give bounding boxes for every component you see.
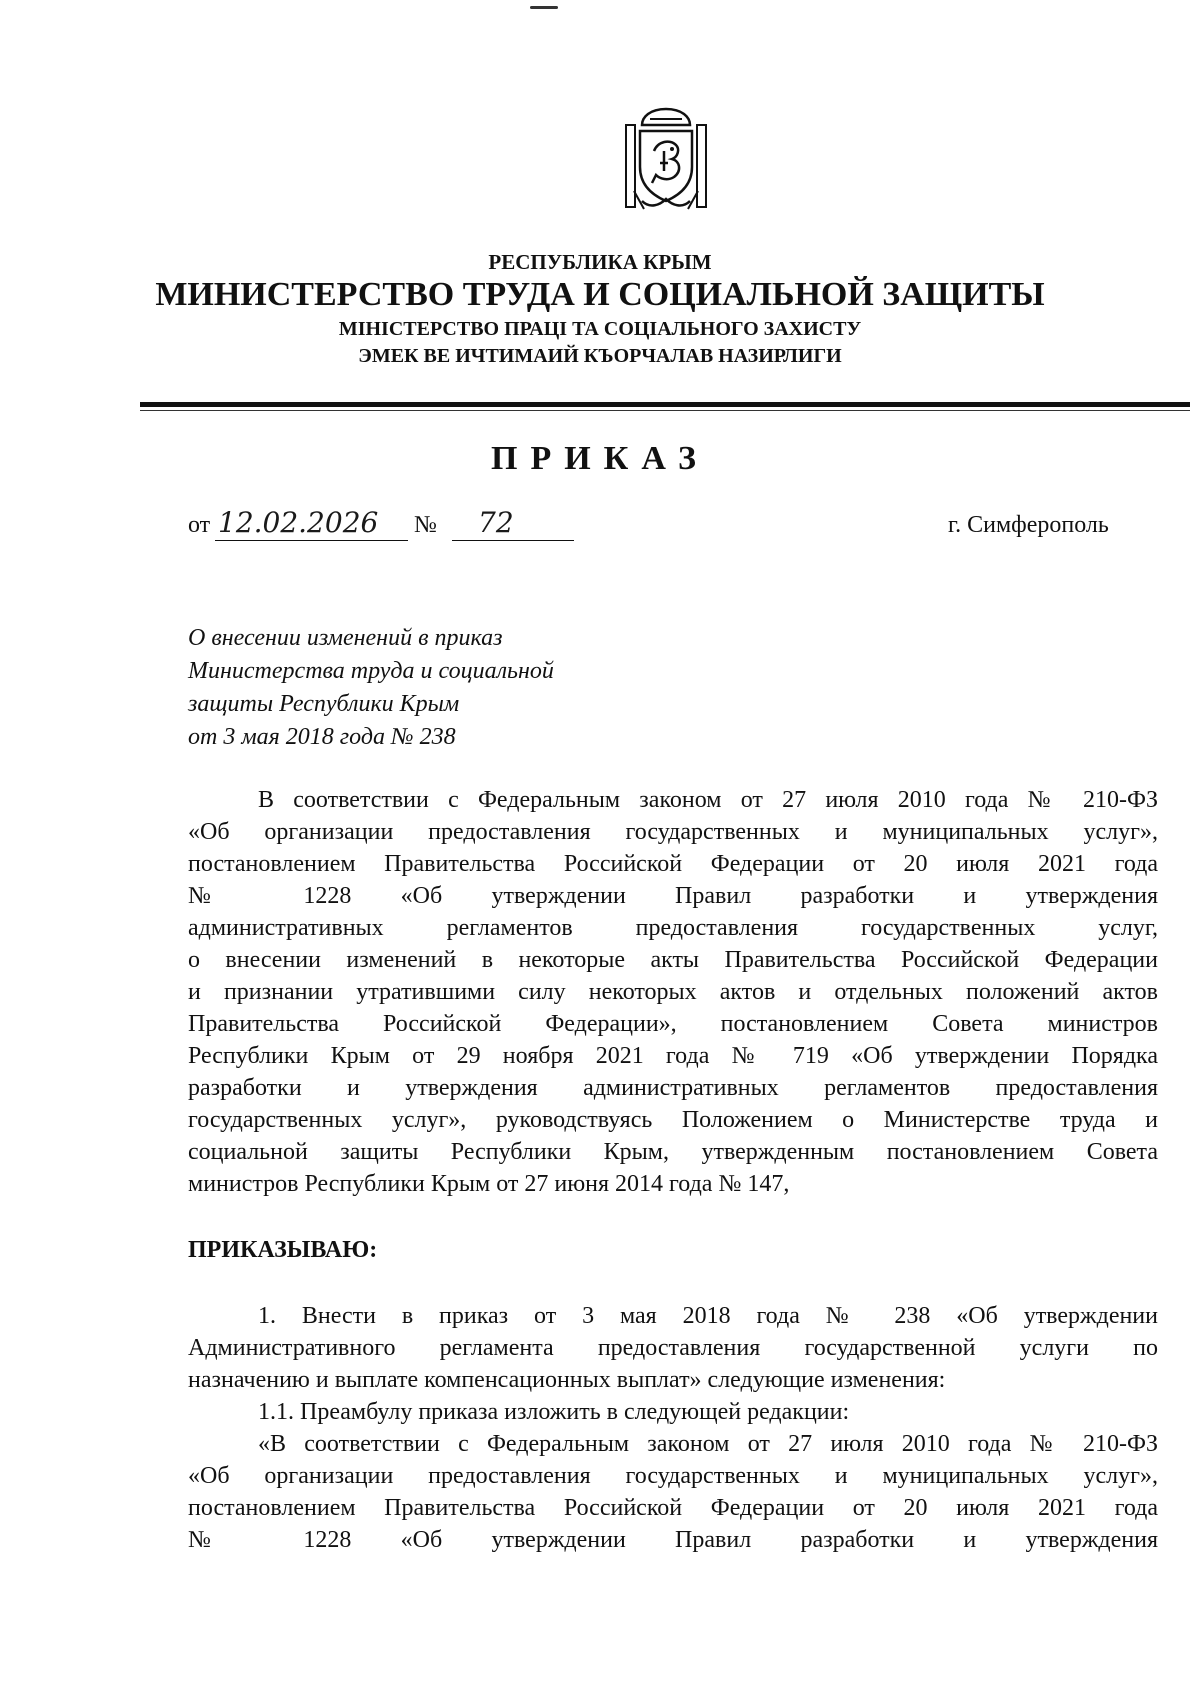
preamble-line: социальной защиты Республики Крым, утвержденным постановлением Совета	[188, 1139, 1158, 1165]
preamble-line: В соответствии с Федеральным законом от 27 июля 2010 года № 210-ФЗ	[258, 787, 1158, 813]
preamble-line: Республики Крым от 29 ноября 2021 года № 719 «Об утверждении Порядка	[188, 1043, 1158, 1069]
preamble-line: разработки и утверждения административных регламентов предоставления	[188, 1075, 1158, 1101]
item-1-line: Административного регламента предоставления государственной услуги по	[188, 1335, 1158, 1361]
item-1-line: 1. Внести в приказ от 3 мая 2018 года № 238 «Об утверждении	[258, 1303, 1158, 1329]
preamble-line: государственных услуг», руководствуясь Положением о Министерстве труда и	[188, 1107, 1158, 1133]
subject-line: Министерства труда и социальной	[188, 658, 554, 684]
city: г. Симферополь	[948, 512, 1109, 538]
ministry-name-qt: ЭМЕК ВЕ ИЧТИМАИЙ КЪОРЧАЛАВ НАЗИРЛИГИ	[358, 345, 842, 367]
ministry-name-ua: МІНІСТЕРСТВО ПРАЦІ ТА СОЦІАЛЬНОГО ЗАХИСТУ	[338, 318, 862, 340]
preamble-line: № 1228 «Об утверждении Правил разработки и утверждения	[188, 883, 1158, 909]
preamble-line: Правительства Российской Федерации», постановлением Совета министров	[188, 1011, 1158, 1037]
number-underline	[452, 540, 574, 541]
quoted-preamble-line: № 1228 «Об утверждении Правил разработки и утверждения	[188, 1527, 1158, 1553]
republic-header: РЕСПУБЛИКА КРЫМ	[488, 250, 712, 274]
preamble-line: министров Республики Крым от 27 июня 2014 года № 147,	[188, 1171, 790, 1197]
scan-artifact	[530, 6, 558, 9]
date-underline	[215, 540, 408, 541]
coat-of-arms-emblem	[620, 105, 712, 213]
preamble-line: административных регламентов предоставления государственных услуг,	[188, 915, 1158, 941]
handwritten-number: 72	[478, 506, 514, 539]
document-title: ПРИКАЗ	[491, 440, 709, 477]
subject-line: от 3 мая 2018 года № 238	[188, 724, 456, 750]
header-divider-thick	[140, 402, 1190, 407]
subject-line: защиты Республики Крым	[188, 691, 460, 717]
quoted-preamble-line: постановлением Правительства Российской Федерации от 20 июля 2021 года	[188, 1495, 1158, 1521]
handwritten-date: 12.02.2026	[218, 506, 379, 539]
preamble-line: и признании утратившими силу некоторых актов и отдельных положений актов	[188, 979, 1158, 1005]
quoted-preamble-line: «Об организации предоставления государственных и муниципальных услуг»,	[188, 1463, 1158, 1489]
preamble-line: «Об организации предоставления государственных и муниципальных услуг»,	[188, 819, 1158, 845]
preamble-line: постановлением Правительства Российской Федерации от 20 июля 2021 года	[188, 851, 1158, 877]
header-divider-thin	[140, 410, 1190, 411]
order-directive: ПРИКАЗЫВАЮ:	[188, 1237, 378, 1263]
subject-line: О внесении изменений в приказ	[188, 625, 503, 651]
item-1-1-line: 1.1. Преамбулу приказа изложить в следующей редакции:	[258, 1399, 850, 1425]
item-1-line: назначению и выплате компенсационных выплат» следующие изменения:	[188, 1367, 946, 1393]
preamble-line: о внесении изменений в некоторые акты Правительства Российской Федерации	[188, 947, 1158, 973]
number-prefix: №	[414, 512, 437, 538]
ministry-name-ru: МИНИСТЕРСТВО ТРУДА И СОЦИАЛЬНОЙ ЗАЩИТЫ	[155, 276, 1045, 313]
quoted-preamble-line: «В соответствии с Федеральным законом от 27 июля 2010 года № 210-ФЗ	[258, 1431, 1158, 1457]
date-prefix: от	[188, 512, 211, 538]
document-subject	[188, 622, 554, 754]
